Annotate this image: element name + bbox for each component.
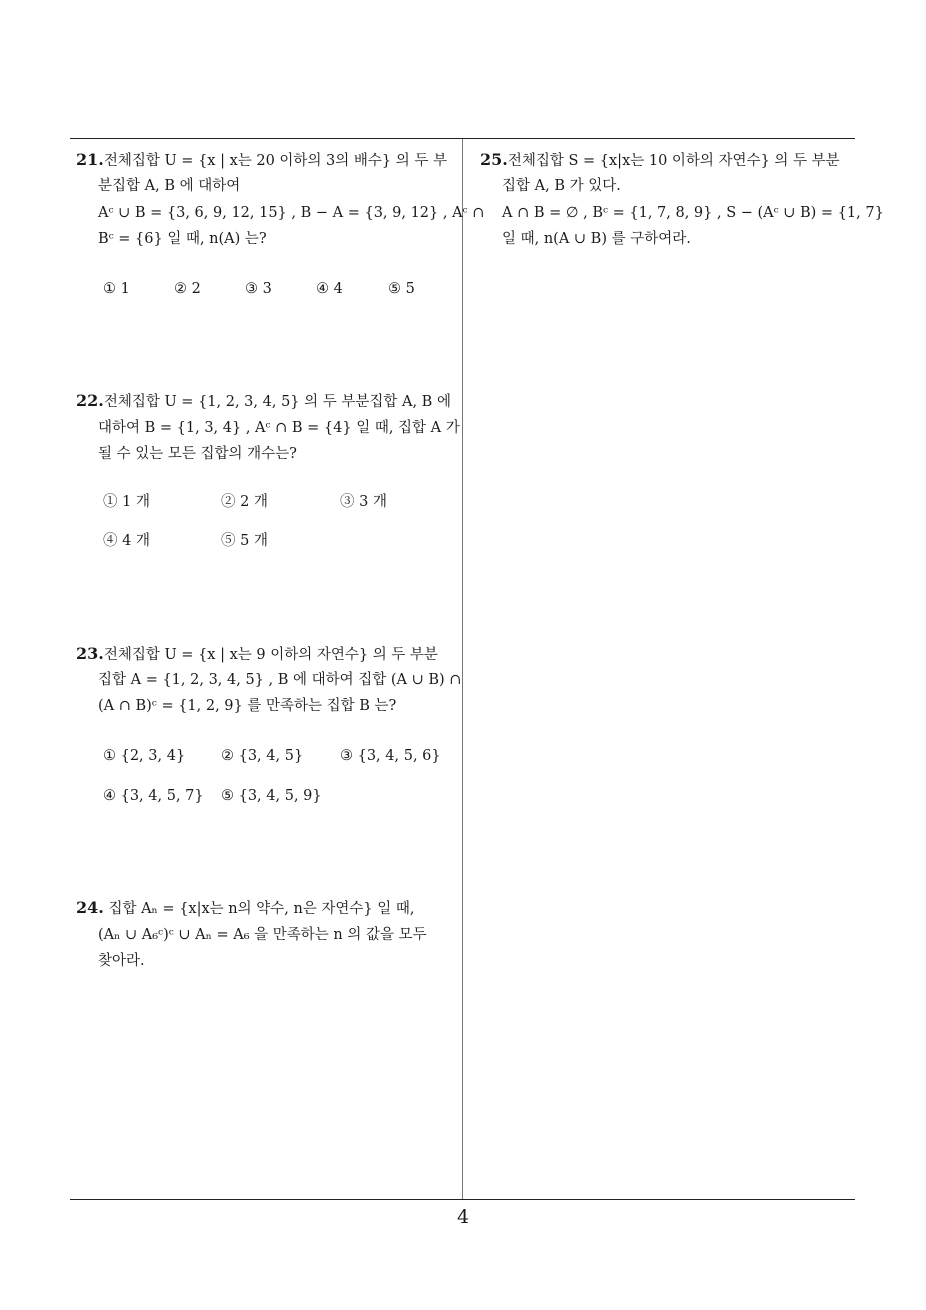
problem-25-line-3: A ∩ B = ∅ , Bᶜ = {1, 7, 8, 9} , S − (Aᶜ ∪ B) = {1, 7} [502, 205, 884, 221]
choice-1[interactable]: ① 1 [103, 281, 130, 297]
problem-21-line-3: Aᶜ ∪ B = {3, 6, 9, 12, 15} , B − A = {3, 9, 12} , Aᶜ ∩ [98, 205, 485, 221]
problem-24-line-1: 24. 집합 Aₙ = {x|x는 n의 약수, n은 자연수} 일 때, [76, 898, 415, 917]
problem-number: 23. [76, 644, 104, 663]
problem-24-line-3: 찾아라. [98, 953, 145, 969]
choice-4[interactable]: ④ 4 [316, 281, 343, 297]
problem-23-line-1: 23.전체집합 U = {x | x는 9 이하의 자연수} 의 두 부분 [76, 644, 438, 663]
page-number: 4 [456, 1206, 470, 1228]
problem-21-line-4: Bᶜ = {6} 일 때, n(A) 는? [98, 231, 267, 247]
choice-5[interactable]: ⑤ 5 [388, 281, 415, 297]
choice-5[interactable]: ⑤ 5 개 [221, 533, 268, 549]
problem-number: 24. [76, 898, 104, 917]
problem-22-line-3: 될 수 있는 모든 집합의 개수는? [98, 446, 297, 462]
choice-1[interactable]: ① {2, 3, 4} [103, 748, 186, 764]
choice-1[interactable]: ① 1 개 [103, 494, 150, 510]
choice-3[interactable]: ③ {3, 4, 5, 6} [340, 748, 441, 764]
problem-21-line-2: 분집합 A, B 에 대하여 [98, 178, 241, 194]
choice-2[interactable]: ② {3, 4, 5} [221, 748, 304, 764]
choice-5[interactable]: ⑤ {3, 4, 5, 9} [221, 788, 322, 804]
choice-4[interactable]: ④ 4 개 [103, 533, 150, 549]
choice-3[interactable]: ③ 3 [245, 281, 272, 297]
problem-25-line-1: 25.전체집합 S = {x|x는 10 이하의 자연수} 의 두 부분 [480, 150, 840, 169]
choice-3[interactable]: ③ 3 개 [340, 494, 387, 510]
choice-2[interactable]: ② 2 개 [221, 494, 268, 510]
problem-number: 21. [76, 150, 104, 169]
problem-25-line-4: 일 때, n(A ∪ B) 를 구하여라. [502, 231, 691, 247]
problem-22-line-2: 대하여 B = {1, 3, 4} , Aᶜ ∩ B = {4} 일 때, 집합 A 가 [98, 420, 460, 436]
choice-4[interactable]: ④ {3, 4, 5, 7} [103, 788, 204, 804]
column-divider [462, 139, 463, 1200]
problem-number: 25. [480, 150, 508, 169]
problem-21-line-1: 21.전체집합 U = {x | x는 20 이하의 3의 배수} 의 두 부 [76, 150, 447, 169]
problem-25-line-2: 집합 A, B 가 있다. [502, 178, 621, 194]
problem-number: 22. [76, 391, 104, 410]
problem-23-line-2: 집합 A = {1, 2, 3, 4, 5} , B 에 대하여 집합 (A ∪ B) ∩ [98, 672, 462, 688]
problem-22-line-1: 22.전체집합 U = {1, 2, 3, 4, 5} 의 두 부분집합 A, B 에 [76, 391, 451, 410]
bottom-rule [70, 1199, 855, 1200]
problem-24-line-2: (Aₙ ∪ A₆ᶜ)ᶜ ∪ Aₙ = A₆ 을 만족하는 n 의 값을 모두 [98, 927, 427, 943]
problem-23-line-3: (A ∩ B)ᶜ = {1, 2, 9} 를 만족하는 집합 B 는? [98, 698, 397, 714]
choice-2[interactable]: ② 2 [174, 281, 201, 297]
